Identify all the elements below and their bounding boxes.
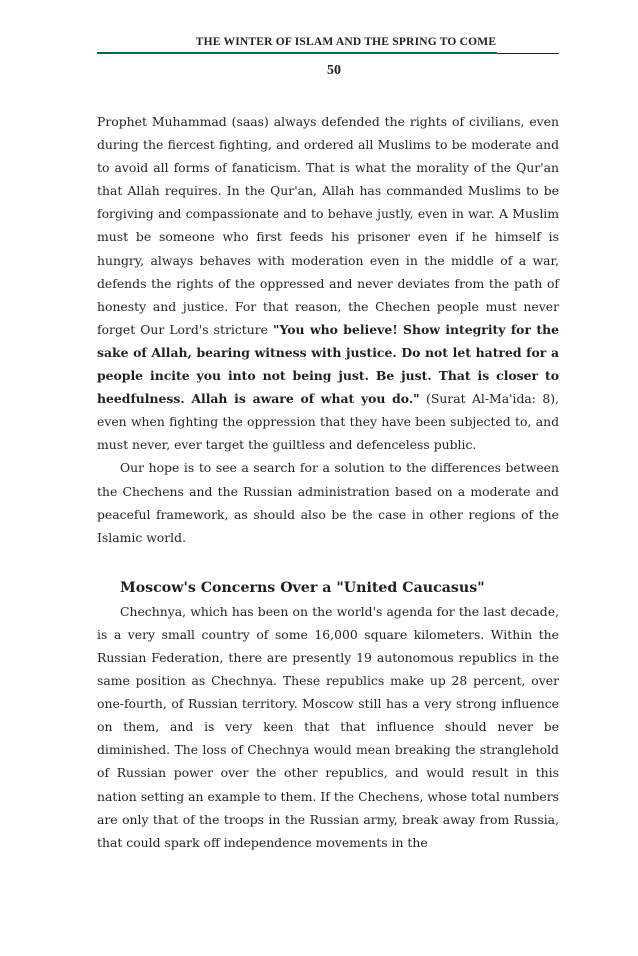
- header-rule: [97, 52, 559, 54]
- paragraph-civilians: [97, 110, 559, 456]
- running-title: THE WINTER OF ISLAM AND THE SPRING TO COME: [195, 36, 497, 48]
- paragraph-civilians-text: Prophet Muhammad (saas) always defended the rights of civilians, even during the fiercest fighting, and ordered all Muslims to be moderate and to avoid all forms of fanaticism. That is what the morality of the Qur'an that Allah requires. In the Qur'an, Allah has commanded Muslims to be forgiving and compassionate and to behave justly, even in war. A Muslim must be someone who first feeds his prisoner even if he himself is hungry, always behaves with moderation even in the middle of a war, defends the rights of the oppressed and never deviates from the path of honesty and justice. For that reason, the Chechen people must never forget Our Lord's stricture: [97, 114, 559, 337]
- header-rule-green: [97, 52, 497, 54]
- paragraph-hope: Our hope is to see a search for a solution to the differences between the Chechens and the Russian administration based on a moderate and peaceful framework, as should also be the case in other regions of the Islamic world.: [97, 460, 559, 545]
- header-rule-black: [497, 53, 559, 54]
- page-number: 50: [327, 63, 341, 78]
- page-body: [97, 110, 559, 854]
- quote-citation: (Surat Al-Ma'ida: 8), even when fighting the oppression that they have been subjected to, and must never, ever target the guiltless and defenceless public.: [97, 391, 559, 453]
- quran-quote: "You who believe! Show integrity for the sake of Allah, bearing witness with justice. Do not let hatred for a people incite you into not being just. Be just. That is closer to heedfulness. Allah is aware of what you do.": [97, 321, 559, 407]
- paragraph-chechnya: Chechnya, which has been on the world's agenda for the last decade, is a very small country of some 16,000 square kilometers. Within the Russian Federation, there are presently 19 autonomous republics in the same position as Chechnya. These republics make up 28 percent, over one-fourth, of Russian territory. Moscow still has a very strong influence on them, and is very keen that that influence should never be diminished. The loss of Chechnya would mean breaking the stranglehold of Russian power over the other republics, and would result in this nation setting an example to them. If the Chechens, whose total numbers are only that of the troops in the Russian army, break away from Russia, that could spark off independence movements in the: [97, 603, 559, 850]
- page-header: [97, 36, 559, 79]
- section-heading: Moscow's Concerns Over a "United Caucasus": [120, 579, 485, 596]
